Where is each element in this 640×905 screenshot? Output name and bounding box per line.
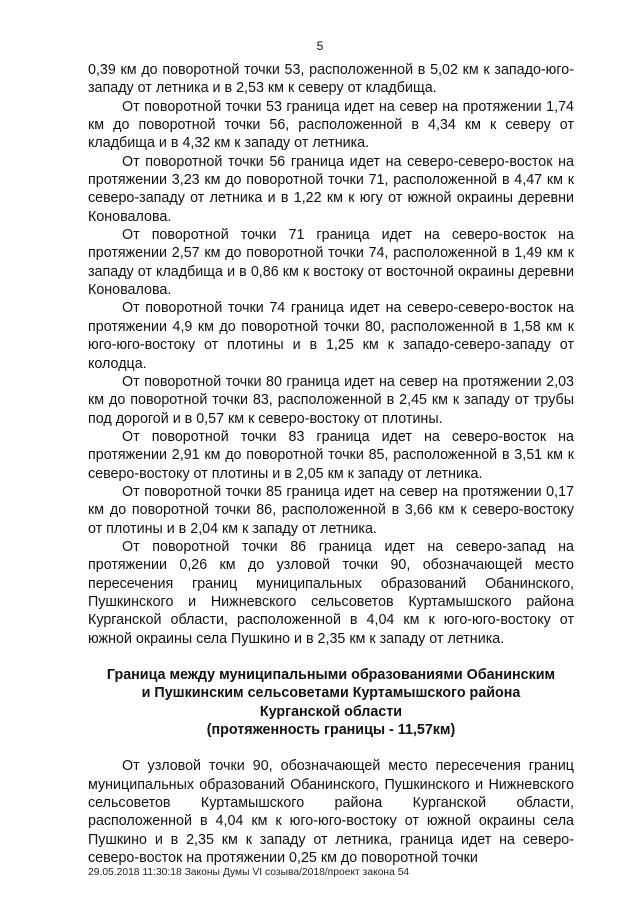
paragraph: От поворотной точки 86 граница идет на северо-запад на протяжении 0,26 км до узловой точки 90, обозначающей место пересечения границ муниципальных образований Обанинского, Пушкинского и Нижневского сельсоветов Куртамышского района Курганской области, расположенной в 4,04 км к юго-юго-востоку от южной окраины села Пушкино и в 2,35 км к западу от летника. xyxy=(88,538,574,647)
document-body xyxy=(88,61,574,867)
paragraph: От поворотной точки 83 граница идет на северо-восток на протяжении 2,91 км до поворотной точки 85, расположенной в 3,51 км к северо-востоку от плотины и в 2,05 км к западу от летника. xyxy=(88,428,574,482)
paragraph: От поворотной точки 85 граница идет на север на протяжении 0,17 км до поворотной точки 86, расположенной в 3,66 км к северо-востоку от плотины и в 2,04 км к западу от летника. xyxy=(88,483,574,537)
paragraph: От поворотной точки 71 граница идет на северо-восток на протяжении 2,57 км до поворотной точки 74, расположенной в 1,49 км к западу от кладбища и в 0,86 км к востоку от восточной окраины деревни Коновалова. xyxy=(88,227,574,299)
heading-line: Курганской области xyxy=(259,703,403,720)
paragraph: От поворотной точки 56 граница идет на северо-северо-восток на протяжении 3,23 км до поворотной точки 71, расположенной в 4,47 км к северо-западу от летника и в 1,22 км к югу от южной окраины деревни Коновалова. xyxy=(88,153,574,225)
paragraph: От поворотной точки 74 граница идет на северо-северо-восток на протяжении 4,9 км до поворотной точки 80, расположенной в 1,58 км к юго-юго-востоку от плотины и в 1,25 км к западо-северо-западу от колодца. xyxy=(88,300,574,372)
heading-line: и Пушкинским сельсоветами Куртамышского района xyxy=(141,685,521,702)
paragraph: 0,39 км до поворотной точки 53, расположенной в 5,02 км к западо-юго-западу от летника и в 2,53 км к северу от кладбища. xyxy=(88,62,574,97)
page-number: 5 xyxy=(316,39,324,53)
paragraph: От поворотной точки 80 граница идет на север на протяжении 2,03 км до поворотной точки 83, расположенной в 2,45 км к западу от трубы под дорогой и в 0,57 км к северо-востоку от плотины. xyxy=(88,373,574,427)
section-heading xyxy=(88,666,574,739)
paragraph: От поворотной точки 53 граница идет на север на протяжении 1,74 км до поворотной точки 56, расположенной в 4,34 км к северу от кладбища и в 4,32 км к западу от летника. xyxy=(88,98,574,152)
paragraph: От узловой точки 90, обозначающей место пересечения границ муниципальных образований Обанинского, Пушкинского и Нижневского сельсоветов Куртамышского района Курганской области, расположенной в 4,04 км к юго-юго-востоку от южной окраины села Пушкино и в 2,35 км к западу от летника, граница идет на северо-северо-восток на протяжении 0,25 км до поворотной точки xyxy=(88,758,574,867)
heading-boundary-length: (протяженность границы - 11,57км) xyxy=(206,722,456,739)
document-footer: 29.05.2018 11:30:18 Законы Думы VI созыва/2018/проект закона 54 xyxy=(88,867,410,878)
heading-line: Граница между муниципальными образованиями Обанинским xyxy=(106,667,556,683)
